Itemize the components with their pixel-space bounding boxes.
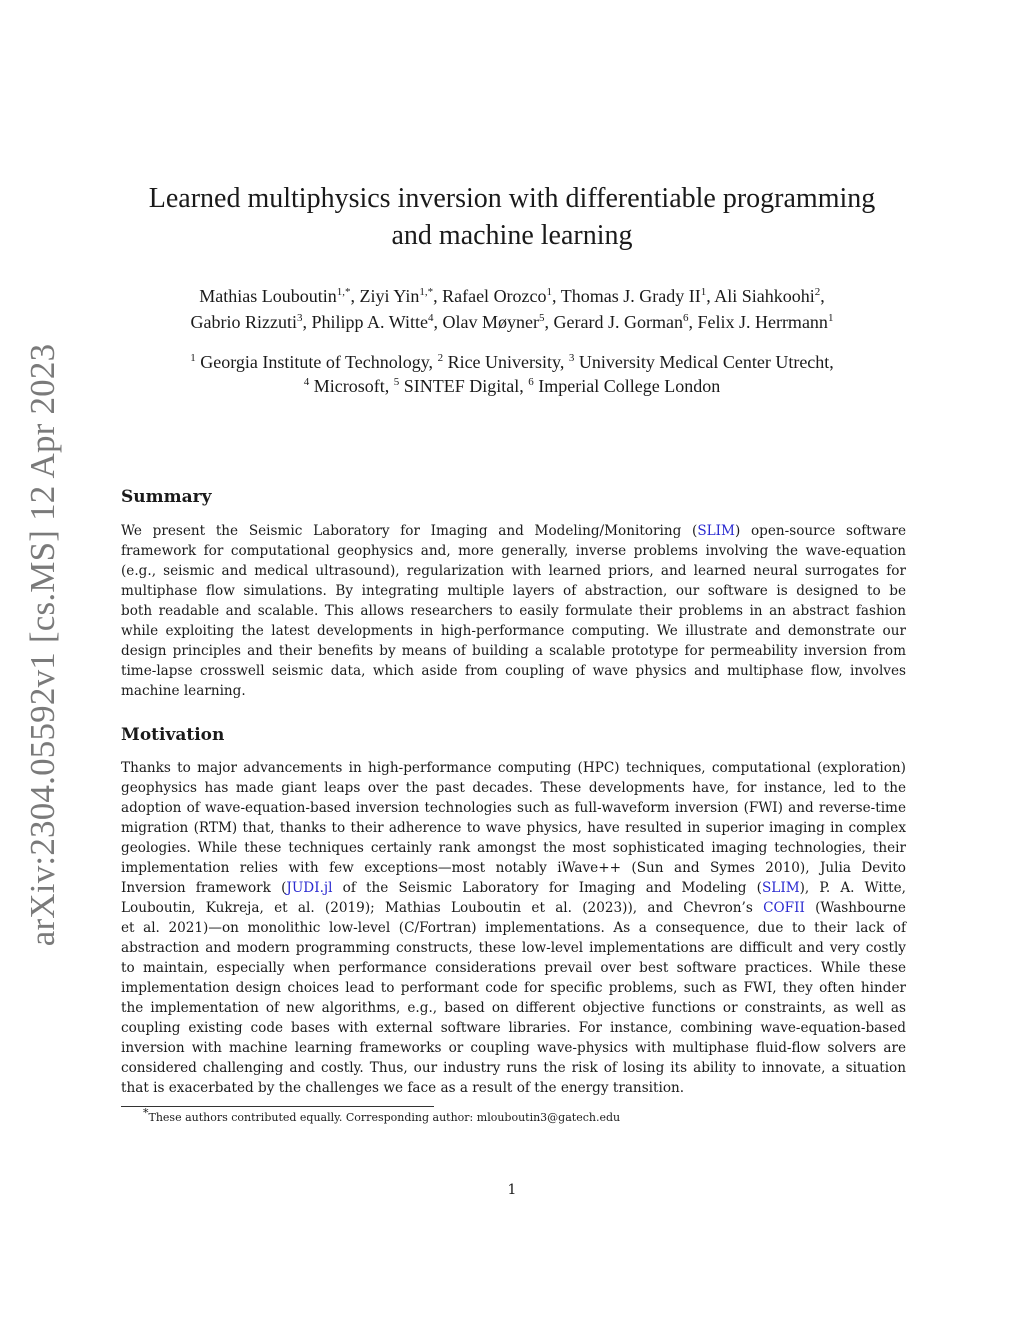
link-slim[interactable]: SLIM bbox=[697, 523, 735, 539]
author-separator: , bbox=[544, 312, 554, 332]
author-name: Gerard J. Gorman bbox=[553, 312, 683, 332]
text-line: Thanks to major advancements in high-performance computing (HPC) techniques, computational (exploration) bbox=[121, 760, 906, 776]
text-line: Inversion framework (JUDI.jl of the Seismic Laboratory for Imaging and Modeling (SLIM), P. A. Witte, bbox=[121, 880, 907, 896]
link-cofii[interactable]: COFII bbox=[763, 900, 805, 916]
author-name: Felix J. Herrmann bbox=[697, 312, 828, 332]
text-line: time-lapse crosswell seismic data, which aside from coupling of wave physics and multiphase flow, involves bbox=[121, 663, 906, 679]
motivation-heading: Motivation bbox=[121, 725, 225, 745]
affiliation-line bbox=[100, 350, 924, 374]
text-line: both readable and scalable. This allows researchers to easily formulate their problems in an abstract fashion bbox=[121, 603, 906, 619]
author-name: Olav Møyner bbox=[442, 312, 539, 332]
text-line: while exploiting the latest developments in high-performance computing. We illustrate and demonstrate our bbox=[121, 623, 906, 639]
text-line: to maintain, especially when performance considerations prevail over best software practices. While these bbox=[121, 960, 906, 976]
affiliation-number: 1 bbox=[190, 352, 196, 364]
author-separator: , bbox=[706, 286, 715, 306]
affiliation-line bbox=[100, 374, 924, 398]
author-name: Ziyi Yin bbox=[359, 286, 420, 306]
text-line: geologies. While these techniques certainly rank amongst the most sophisticated imaging technologies, their bbox=[121, 840, 906, 856]
author-affiliation-mark: 2 bbox=[814, 286, 821, 298]
affiliation-number: 5 bbox=[393, 376, 400, 388]
summary-paragraph bbox=[121, 521, 906, 701]
author-separator: , bbox=[552, 286, 561, 306]
affiliation-name: Microsoft, bbox=[309, 376, 394, 396]
text-line: machine learning. bbox=[121, 683, 246, 699]
affiliation-number: 4 bbox=[303, 376, 310, 388]
text-line: design principles and their benefits by means of building a scalable prototype for permeability inversion from bbox=[121, 643, 906, 659]
text-line: multiphase flow simulations. By integrating multiple layers of abstraction, our software is designed to be bbox=[121, 583, 906, 599]
text-line: inversion with machine learning frameworks or coupling wave-physics with multiphase fluid-flow solvers are bbox=[121, 1040, 906, 1056]
text-line: considered challenging and costly. Thus, our industry runs the risk of losing its ability to innovate, a situation bbox=[121, 1060, 906, 1076]
text-line: adoption of wave-equation-based inversion technologies such as full-waveform inversion (FWI) and reverse-time bbox=[121, 800, 906, 816]
text-line: (e.g., seismic and medical ultrasound), regularization with learned priors, and learned neural surrogates for bbox=[121, 563, 906, 579]
text-line: et al. 2021)—on monolithic low-level (C/Fortran) implementations. As a consequence, due to their lack of bbox=[121, 920, 906, 936]
author-affiliation-mark: 1 bbox=[827, 312, 834, 324]
text-line: coupling existing code bases with external software libraries. For instance, combining wave-equation-based bbox=[121, 1020, 906, 1036]
text-line: abstraction and modern programming constructs, these low-level implementations are difficult and very costly bbox=[121, 940, 906, 956]
author-name: Mathias Louboutin bbox=[199, 286, 337, 306]
affiliation-name: Rice University, bbox=[443, 352, 569, 372]
link-slim[interactable]: SLIM bbox=[761, 880, 800, 896]
footnote-mark: * bbox=[143, 1106, 149, 1120]
motivation-paragraph bbox=[121, 758, 906, 1098]
affiliation-name: University Medical Center Utrecht, bbox=[574, 352, 834, 372]
text-line: that is exacerbated by the challenges we face as a result of the energy transition. bbox=[121, 1080, 685, 1096]
affiliation-name: Imperial College London bbox=[533, 376, 721, 396]
text-line: implementation design choices lead to performant code for specific problems, such as FWI, they often hinder bbox=[121, 980, 906, 996]
text-line: migration (RTM) that, thanks to their adherence to wave physics, have resulted in superior imaging in complex bbox=[121, 820, 906, 836]
author-name: Rafael Orozco bbox=[442, 286, 547, 306]
summary-heading: Summary bbox=[121, 487, 212, 507]
text-line: geophysics has made giant leaps over the past decades. These developments have, for instance, led to the bbox=[121, 780, 906, 796]
author-separator: , bbox=[302, 312, 312, 332]
author-separator: , bbox=[820, 286, 825, 306]
affiliation-number: 3 bbox=[568, 352, 575, 364]
author-affiliation-mark: 6 bbox=[682, 312, 689, 324]
author-affiliation-mark: 1 bbox=[700, 286, 707, 298]
author-affiliation-mark: 1,* bbox=[419, 286, 434, 298]
affiliation-number: 6 bbox=[528, 376, 534, 388]
author-name: Ali Siahkoohi bbox=[714, 286, 815, 306]
affiliation-name: SINTEF Digital, bbox=[399, 376, 529, 396]
footnote-divider bbox=[121, 1106, 434, 1107]
author-list bbox=[100, 283, 924, 335]
text-line: implementation relies with few exceptions—most notably iWave++ (Sun and Symes 2010), Julia Devito bbox=[121, 860, 906, 876]
link-judi-jl[interactable]: JUDI.jl bbox=[286, 880, 333, 896]
author-separator: , bbox=[688, 312, 698, 332]
text-line: the implementation of new algorithms, e.g., based on different objective functions or constraints, as well as bbox=[121, 1000, 906, 1016]
text-line: Louboutin, Kukreja, et al. (2019); Mathias Louboutin et al. (2023)), and Chevron’s COFII (Washbourne bbox=[121, 900, 906, 916]
author-name: Philipp A. Witte bbox=[311, 312, 428, 332]
author-affiliation-mark: 4 bbox=[428, 312, 434, 324]
affiliation-name: Georgia Institute of Technology, bbox=[195, 352, 438, 372]
footnote bbox=[143, 1106, 621, 1124]
paper-title bbox=[110, 180, 914, 254]
arxiv-identifier: arXiv:2304.05592v1 [cs.MS] 12 Apr 2023 bbox=[23, 343, 62, 947]
affiliation-number: 2 bbox=[437, 352, 444, 364]
title-line-1: Learned multiphysics inversion with differentiable programming bbox=[148, 183, 876, 214]
author-separator: , bbox=[433, 286, 443, 306]
affiliation-list bbox=[100, 350, 924, 398]
author-separator: , bbox=[433, 312, 443, 332]
author-line bbox=[100, 283, 924, 309]
text-line: framework for computational geophysics and, more generally, inverse problems involving the wave-equation bbox=[121, 543, 906, 559]
author-affiliation-mark: 5 bbox=[538, 312, 545, 324]
footnote-text: These authors contributed equally. Corresponding author: mlouboutin3@gatech.edu bbox=[148, 1111, 621, 1124]
author-separator: , bbox=[350, 286, 360, 306]
author-name: Gabrio Rizzuti bbox=[190, 312, 298, 332]
author-name: Thomas J. Grady II bbox=[560, 286, 701, 306]
page-number: 1 bbox=[507, 1182, 517, 1198]
author-affiliation-mark: 1,* bbox=[336, 286, 351, 298]
author-affiliation-mark: 1 bbox=[546, 286, 553, 298]
author-line bbox=[100, 309, 924, 335]
author-affiliation-mark: 3 bbox=[297, 312, 303, 324]
text-line: We present the Seismic Laboratory for Imaging and Modeling/Monitoring (SLIM) open-source software bbox=[121, 523, 906, 539]
title-line-2: and machine learning bbox=[391, 220, 633, 251]
